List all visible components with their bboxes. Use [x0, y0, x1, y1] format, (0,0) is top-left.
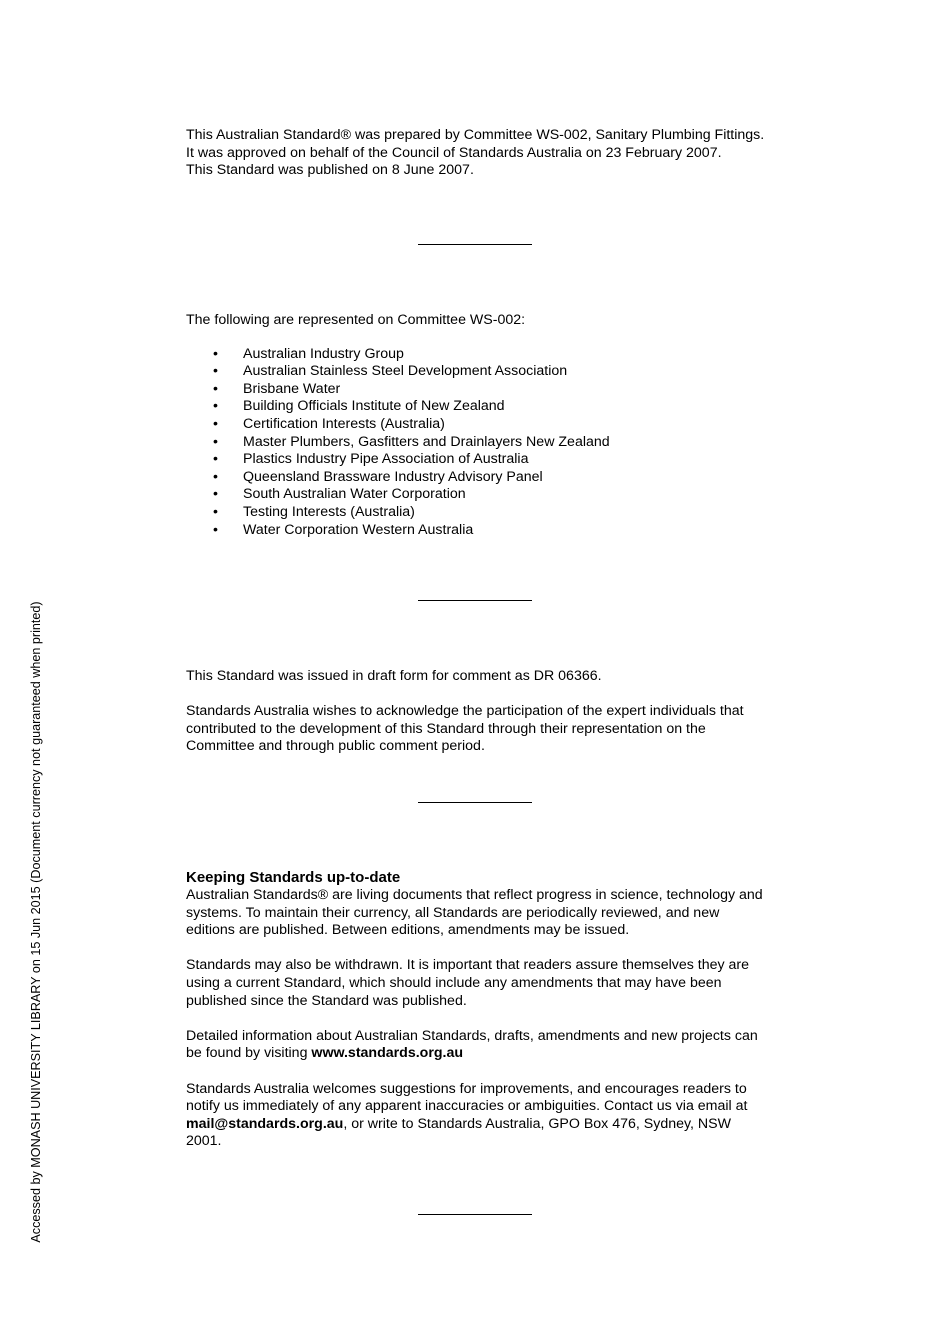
postal-address-text: , or write to Standards Australia, GPO Box 476, Sydney, NSW 2001.	[186, 1115, 732, 1150]
committee-member-item	[186, 381, 766, 399]
section-heading: Keeping Standards up-to-date	[186, 869, 401, 886]
bullet-icon: •	[213, 503, 218, 520]
committee-member-item	[186, 469, 766, 487]
committee-member-name: Queensland Brassware Industry Advisory Panel	[243, 468, 543, 485]
access-watermark: Accessed by MONASH UNIVERSITY LIBRARY on 15 Jun 2015 (Document currency not guaranteed when printed)	[29, 601, 43, 1243]
committee-member-item	[186, 363, 766, 381]
approval-text: This Australian Standard® was prepared by Committee WS-002, Sanitary Plumbing Fittings. It was approved on behalf of the Council of Standards Australia on 23 February 2007.	[186, 127, 765, 161]
committee-member-item	[186, 451, 766, 469]
withdrawn-paragraph: Standards may also be withdrawn. It is important that readers assure themselves they are using a current Standard, which should include any amendments that may have been published since the Standard was published.	[186, 957, 750, 1009]
section-divider	[418, 1214, 532, 1215]
publication-date-text: This Standard was published on 8 June 2007.	[186, 162, 474, 179]
website-link[interactable]: www.standards.org.au	[311, 1045, 464, 1062]
bullet-icon: •	[213, 486, 218, 503]
bullet-icon: •	[213, 451, 218, 468]
approval-statement	[186, 127, 766, 180]
bullet-icon: •	[213, 363, 218, 380]
information-paragraph	[186, 1028, 766, 1063]
bullet-icon: •	[213, 468, 218, 485]
bullet-icon: •	[213, 415, 218, 432]
bullet-icon: •	[213, 521, 218, 538]
committee-member-item	[186, 416, 766, 434]
committee-member-list	[186, 346, 766, 540]
committee-member-name: Certification Interests (Australia)	[243, 415, 445, 432]
committee-member-name: Brisbane Water	[243, 380, 341, 397]
keeping-up-to-date-section	[186, 869, 766, 1151]
bullet-icon: •	[213, 398, 218, 415]
bullet-icon: •	[213, 380, 218, 397]
committee-member-item	[186, 398, 766, 416]
committee-member-name: Building Officials Institute of New Zealand	[243, 398, 505, 415]
committee-member-item	[186, 346, 766, 364]
section-divider	[418, 802, 532, 803]
committee-member-name: Plastics Industry Pipe Association of Australia	[243, 451, 529, 468]
committee-member-name: Australian Stainless Steel Development Association	[243, 363, 568, 380]
committee-member-item	[186, 504, 766, 522]
committee-member-item	[186, 434, 766, 452]
committee-member-name: Australian Industry Group	[243, 345, 404, 362]
feedback-text: Standards Australia welcomes suggestions for improvements, and encourages readers to notify us immediately of any apparent inaccuracies or ambiguities. Contact us via email at	[186, 1080, 748, 1115]
living-documents-paragraph: Australian Standards® are living documents that reflect progress in science, technology and systems. To maintain their currency, all Standards are periodically reviewed, and new editions are published. Between editions, amendments may be issued.	[186, 887, 763, 939]
feedback-paragraph	[186, 1081, 766, 1151]
bullet-icon: •	[213, 433, 218, 450]
section-divider	[418, 600, 532, 601]
section-divider	[418, 244, 532, 245]
committee-member-name: South Australian Water Corporation	[243, 486, 466, 503]
committee-member-item	[186, 522, 766, 540]
committee-member-name: Testing Interests (Australia)	[243, 503, 415, 520]
acknowledgement-text: Standards Australia wishes to acknowledge the participation of the expert individuals that contributed to the development of this Standard through their representation on the Committee and through public comment period.	[186, 703, 744, 755]
committee-intro: The following are represented on Committee WS-002:	[186, 312, 526, 328]
committee-member-item	[186, 486, 766, 504]
information-text: Detailed information about Australian Standards, drafts, amendments and new projects can be found by visiting	[186, 1027, 758, 1062]
bullet-icon: •	[213, 345, 218, 362]
committee-member-name: Water Corporation Western Australia	[243, 521, 474, 538]
committee-member-name: Master Plumbers, Gasfitters and Drainlayers New Zealand	[243, 433, 610, 450]
draft-issued-text: This Standard was issued in draft form for comment as DR 06366.	[186, 668, 602, 684]
draft-section	[186, 668, 766, 756]
email-link[interactable]: mail@standards.org.au	[186, 1115, 344, 1132]
committee-section	[186, 312, 766, 539]
